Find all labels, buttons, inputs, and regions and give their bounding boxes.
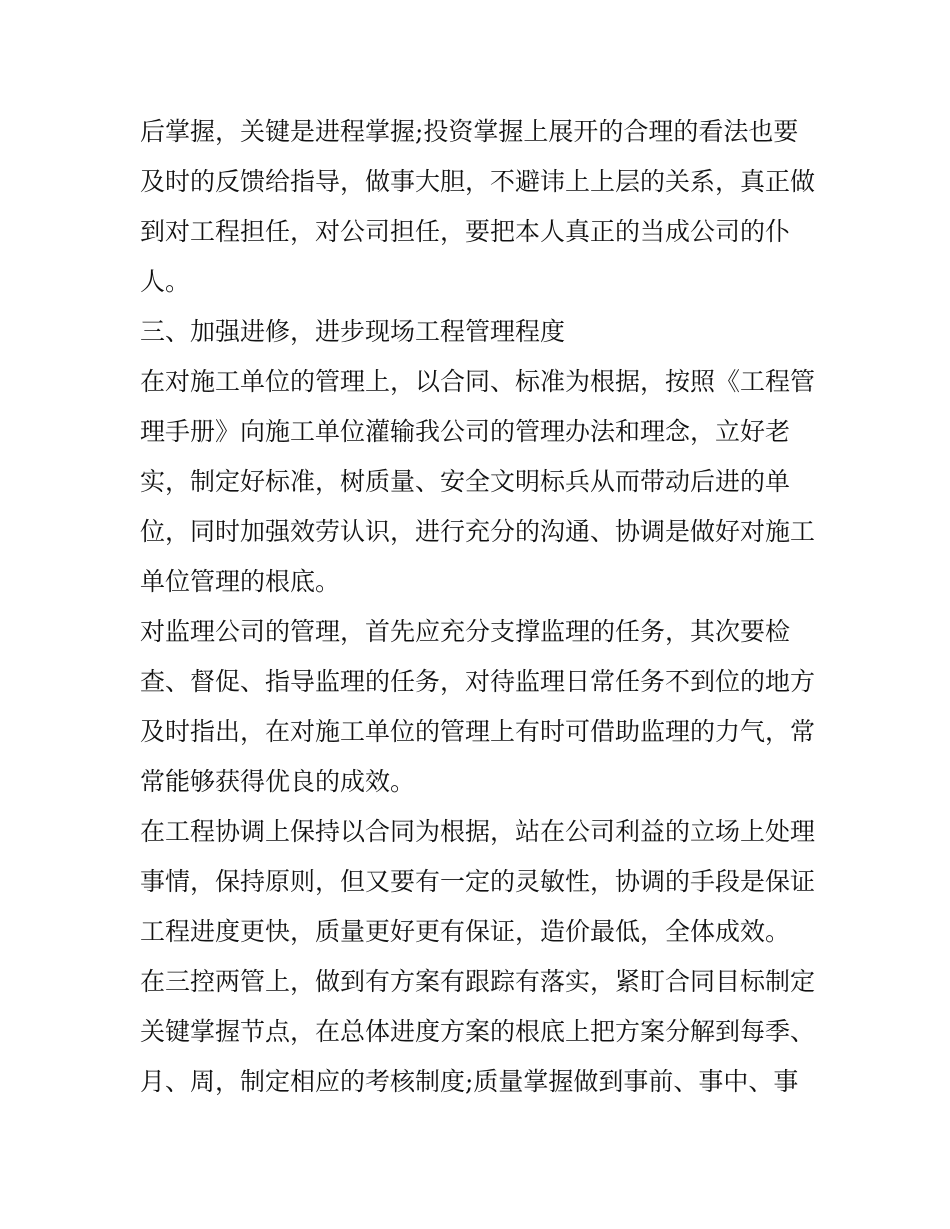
text-line: 查、督促、指导监理的任务，对待监理日常任务不到位的地方 [140,667,816,696]
text-line: 事情，保持原则，但又要有一定的灵敏性，协调的手段是保证 [140,867,816,896]
text-line: 位，同时加强效劳认识，进行充分的沟通、协调是做好对施工 [140,517,816,546]
text-line: 及时的反馈给指导，做事大胆，不避讳上上层的关系，真正做 [140,167,816,196]
text-line: 单位管理的根底。 [140,567,341,596]
text-line: 工程进度更快，质量更好更有保证，造价最低，全体成效。 [140,917,791,946]
text-line: 及时指出，在对施工单位的管理上有时可借助监理的力气，常 [140,717,816,746]
text-line: 在三控两管上，做到有方案有跟踪有落实，紧盯合同目标制定 [140,967,816,996]
text-line: 后掌握，关键是进程掌握;投资掌握上展开的合理的看法也要 [140,117,799,146]
text-line: 常能够获得优良的成效。 [140,767,416,796]
text-line: 实，制定好标准，树质量、安全文明标兵从而带动后进的单 [140,467,791,496]
text-line: 关键掌握节点，在总体进度方案的根底上把方案分解到每季、 [140,1017,816,1046]
text-line: 人。 [140,267,191,296]
section-heading: 三、加强进修，进步现场工程管理程度 [140,317,566,346]
text-line: 月、周，制定相应的考核制度;质量掌握做到事前、事中、事 [140,1067,799,1096]
text-line: 理手册》向施工单位灌输我公司的管理办法和理念，立好老 [140,417,791,446]
text-line: 在工程协调上保持以合同为根据，站在公司利益的立场上处理 [140,817,816,846]
text-line: 对监理公司的管理，首先应充分支撑监理的任务，其次要检 [140,617,791,646]
text-line: 到对工程担任，对公司担任，要把本人真正的当成公司的仆 [140,217,791,246]
text-line: 在对施工单位的管理上，以合同、标准为根据，按照《工程管 [140,367,816,396]
